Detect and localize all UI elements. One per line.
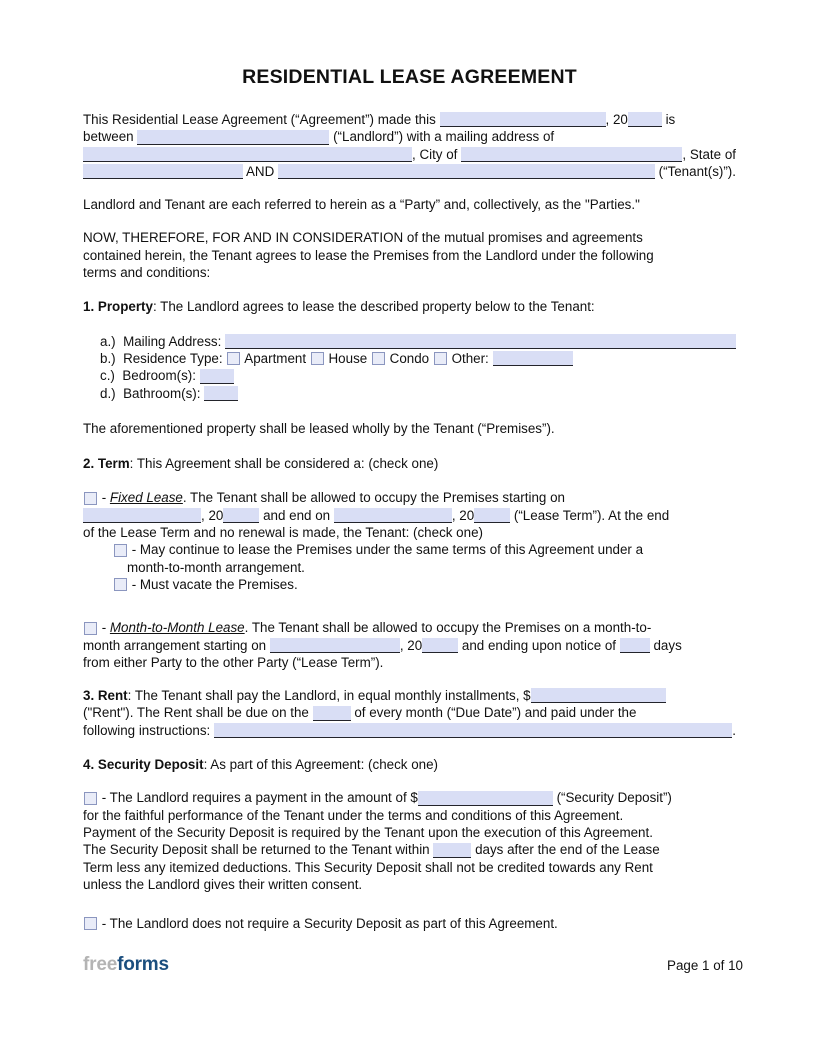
text-run: NOW, THEREFORE, FOR AND IN CONSIDERATION of the mutual promises and agreements <box>83 230 643 246</box>
document-title: RESIDENTIAL LEASE AGREEMENT <box>242 66 577 88</box>
text-line <box>83 789 736 806</box>
residence-type-other-checkbox[interactable] <box>434 352 447 365</box>
residence-type-apartment-checkbox[interactable] <box>227 352 240 365</box>
fixed-lease-option <box>83 489 736 593</box>
bedrooms-count-field[interactable] <box>200 369 234 384</box>
page-footer <box>83 956 743 974</box>
text-run: . The Tenant shall be allowed to occupy the Premises on a month-to- <box>244 620 652 636</box>
renewal-month-to-month-checkbox[interactable] <box>114 544 127 557</box>
text-run: month arrangement starting on <box>83 637 270 653</box>
text-line <box>83 196 736 213</box>
text-run: - May continue to lease the Premises under the same terms of this Agreement under a <box>128 542 644 558</box>
logo-forms-text: forms <box>117 954 169 975</box>
text-run: Landlord and Tenant are each referred to herein as a “Party” and, collectively, as the "Parties." <box>83 197 640 213</box>
text-line <box>83 876 736 893</box>
tenant-names-field[interactable] <box>278 164 655 179</box>
text-line <box>83 367 736 384</box>
text-line <box>83 507 736 524</box>
text-line <box>83 420 736 437</box>
text-run: AND <box>243 163 278 179</box>
text-run: ("Rent"). The Rent shall be due on the <box>83 705 313 721</box>
parties-clause <box>83 196 736 213</box>
security-deposit-not-required-option <box>83 915 736 932</box>
text-run: between <box>83 129 138 145</box>
residence-type-other-field[interactable] <box>493 351 573 366</box>
text-run: : The Tenant shall pay the Landlord, in equal monthly installments, $ <box>127 688 531 704</box>
text-line <box>83 385 736 402</box>
bold-text: 1. Property <box>83 299 153 315</box>
text-run: , 20 <box>399 637 423 653</box>
property-mailing-address-field[interactable] <box>225 334 736 349</box>
text-run: and end on <box>259 507 334 523</box>
text-line <box>83 637 736 654</box>
text-line <box>83 559 736 576</box>
section-3-rent <box>83 687 736 739</box>
text-run: is <box>661 112 676 127</box>
security-deposit-required-checkbox[interactable] <box>84 792 97 805</box>
text-run: days after the end of the Lease <box>471 842 660 858</box>
agreement-date-field[interactable] <box>440 112 606 127</box>
text-line <box>83 146 736 163</box>
text-run: The aforementioned property shall be leased wholly by the Tenant (“Premises”). <box>83 420 555 436</box>
text-run: c.) Bedroom(s): <box>100 368 200 384</box>
text-line <box>83 264 736 281</box>
text-run: The Security Deposit shall be returned to the Tenant within <box>83 842 434 858</box>
text-run: (“Lease Term”). At the end <box>510 507 670 523</box>
text-line <box>83 704 736 721</box>
text-line <box>83 247 736 264</box>
month-to-month-lease-checkbox[interactable] <box>84 622 97 635</box>
text-line <box>83 687 736 704</box>
bold-text: 2. Term <box>83 456 130 472</box>
landlord-city-field[interactable] <box>461 147 682 162</box>
text-run: days <box>649 637 682 653</box>
text-line <box>83 807 736 824</box>
text-run: month-to-month arrangement. <box>127 559 305 575</box>
document-body <box>83 111 736 932</box>
renewal-vacate-checkbox[interactable] <box>114 578 127 591</box>
text-run: House <box>324 350 371 366</box>
text-run: from either Party to the other Party (“Lease Term”). <box>83 654 384 670</box>
text-line <box>83 229 736 246</box>
landlord-name-field[interactable] <box>137 130 329 145</box>
text-run: (“Landlord”) with a mailing address of <box>329 129 555 145</box>
rent-amount-field[interactable] <box>531 688 666 703</box>
text-line <box>83 455 736 472</box>
text-run: - The Landlord requires a payment in the amount of $ <box>98 790 418 806</box>
fixed-lease-start-year-field[interactable] <box>223 508 259 523</box>
text-run: , 20 <box>201 507 224 523</box>
text-line <box>83 541 736 558</box>
text-line <box>83 824 736 841</box>
mtm-start-year-field[interactable] <box>422 638 458 653</box>
text-line <box>83 915 736 932</box>
text-run: - <box>98 620 110 636</box>
text-line <box>83 654 736 671</box>
text-run: Apartment <box>241 350 310 366</box>
text-run: Term less any itemized deductions. This Security Deposit shall not be credited towards any Rent <box>83 859 653 875</box>
text-run: , City of <box>412 146 462 162</box>
text-run: . The Tenant shall be allowed to occupy the Premises starting on <box>182 490 565 506</box>
residence-type-condo-checkbox[interactable] <box>372 352 385 365</box>
bold-text: 4. Security Deposit <box>83 757 204 773</box>
text-line <box>83 163 736 180</box>
rent-due-day-field[interactable] <box>313 706 351 721</box>
consideration-clause <box>83 229 736 281</box>
text-line <box>83 722 736 739</box>
fixed-lease-start-date-field[interactable] <box>83 508 201 523</box>
text-run: unless the Landlord gives their written consent. <box>83 876 363 892</box>
text-run: and ending upon notice of <box>458 637 620 653</box>
text-line <box>83 859 736 876</box>
logo-free-text: free <box>83 954 118 975</box>
text-run: . <box>732 722 736 738</box>
intro-paragraph <box>83 111 736 180</box>
landlord-mailing-address-field[interactable] <box>83 147 412 162</box>
page-indicator: Page 1 of 10 <box>667 958 743 973</box>
text-run: - The Landlord does not require a Security Deposit as part of this Agreement. <box>98 916 558 932</box>
landlord-state-field[interactable] <box>83 164 243 179</box>
text-run: - Must vacate the Premises. <box>128 576 298 592</box>
mtm-notice-days-field[interactable] <box>620 638 650 653</box>
security-deposit-required-option <box>83 789 736 893</box>
text-run: Condo <box>385 350 433 366</box>
italic-underlined-text: Fixed Lease <box>109 490 183 506</box>
text-run: Payment of the Security Deposit is required by the Tenant upon the execution of this Agreement. <box>83 824 653 840</box>
text-run: b.) Residence Type: <box>100 350 227 366</box>
bold-text: 3. Rent <box>83 688 128 704</box>
text-line <box>83 111 736 128</box>
mtm-start-date-field[interactable] <box>270 638 400 653</box>
text-run: contained herein, the Tenant agrees to lease the Premises from the Landlord under the following <box>83 247 654 263</box>
security-deposit-amount-field[interactable] <box>418 791 553 806</box>
freeforms-logo[interactable] <box>83 956 169 973</box>
fixed-lease-end-date-field[interactable] <box>334 508 452 523</box>
fixed-lease-end-year-field[interactable] <box>474 508 510 523</box>
text-run: Other: <box>447 350 493 366</box>
text-run: , 20 <box>605 112 628 127</box>
text-run: terms and conditions: <box>83 265 211 281</box>
residence-type-house-checkbox[interactable] <box>311 352 324 365</box>
text-run: : This Agreement shall be considered a: (check one) <box>129 456 439 472</box>
text-run: : As part of this Agreement: (check one) <box>203 757 439 773</box>
text-line <box>83 756 736 773</box>
text-line <box>83 333 736 350</box>
section-2-term-heading <box>83 455 736 472</box>
text-run: : The Landlord agrees to lease the described property below to the Tenant: <box>152 299 595 315</box>
text-run: a.) Mailing Address: <box>100 333 226 349</box>
text-run: following instructions: <box>83 722 214 738</box>
deposit-return-days-field[interactable] <box>433 843 471 858</box>
text-line <box>83 841 736 858</box>
text-run: of the Lease Term and no renewal is made, the Tenant: (check one) <box>83 525 483 541</box>
fixed-lease-checkbox[interactable] <box>84 492 97 505</box>
text-run: for the faithful performance of the Tenant under the terms and conditions of this Agreement. <box>83 807 624 823</box>
section-4-security-deposit-heading <box>83 756 736 773</box>
text-line <box>83 619 736 636</box>
text-run: , State of <box>682 146 736 162</box>
agreement-year-field[interactable] <box>628 112 662 127</box>
text-line <box>83 350 736 367</box>
no-security-deposit-checkbox[interactable] <box>84 917 97 930</box>
text-line <box>83 298 736 315</box>
text-run: - <box>98 490 110 506</box>
text-run: (“Tenant(s)”). <box>654 163 736 179</box>
bathrooms-count-field[interactable] <box>204 386 238 401</box>
text-line <box>83 128 736 145</box>
text-run: (“Security Deposit”) <box>552 790 672 806</box>
text-run: d.) Bathroom(s): <box>100 385 205 401</box>
text-line <box>83 489 736 506</box>
text-line <box>83 576 736 593</box>
premises-clause <box>83 420 736 437</box>
property-items <box>83 333 736 402</box>
month-to-month-option <box>83 619 736 671</box>
text-run: This Residential Lease Agreement (“Agreement”) made this <box>83 112 440 127</box>
italic-underlined-text: Month-to-Month Lease <box>109 620 245 636</box>
text-line <box>83 524 736 541</box>
section-1-property-heading <box>83 298 736 315</box>
text-run: , 20 <box>451 507 475 523</box>
payment-instructions-field[interactable] <box>214 723 732 738</box>
text-run: of every month (“Due Date”) and paid under the <box>350 705 637 721</box>
